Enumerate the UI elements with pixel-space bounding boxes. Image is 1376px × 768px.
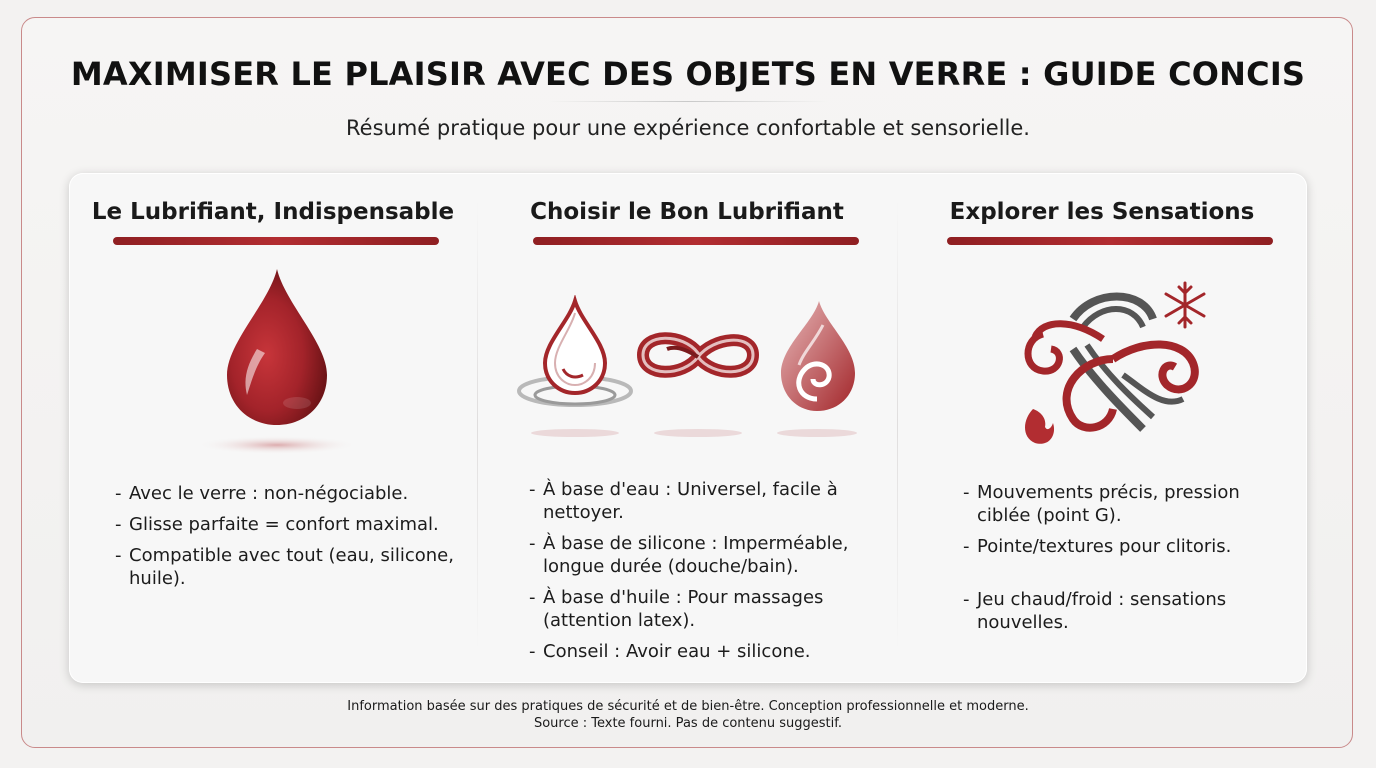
list-item: - Jeu chaud/froid : sensations nouvelles.: [963, 588, 1293, 634]
list-item: - Avec le verre : non-négociable.: [115, 482, 465, 505]
footer-line-2: Source : Texte fourni. Pas de contenu suggestif.: [533, 716, 843, 731]
list-item: - Glisse parfaite = confort maximal.: [115, 513, 465, 536]
column-title-bar: [947, 237, 1273, 245]
title-divider: [548, 101, 828, 102]
column-title: Choisir le Bon Lubrifiant: [530, 199, 844, 225]
blood-drop-icon: [199, 263, 359, 463]
column-lubricant: [69, 173, 477, 683]
column-title: Explorer les Sensations: [949, 199, 1255, 225]
water-drop-ripple-icon: [515, 295, 635, 445]
column-sensations: [897, 173, 1307, 683]
footer-line-1: Information basée sur des pratiques de sécurité et de bien-être. Conception professionnelle et moderne.: [347, 699, 1029, 714]
page-title: MAXIMISER LE PLAISIR AVEC DES OBJETS EN VERRE : GUIDE CONCIS: [70, 55, 1306, 93]
column-title: Le Lubrifiant, Indispensable: [91, 199, 455, 225]
list-item: - À base d'huile : Pour massages (attention latex).: [529, 586, 889, 632]
bullet-list: [115, 482, 465, 598]
list-item: - Mouvements précis, pression ciblée (point G).: [963, 481, 1293, 527]
infinity-icon: [637, 313, 759, 443]
list-item: - Pointe/textures pour clitoris.: [963, 535, 1293, 558]
list-item: - À base d'eau : Universel, facile à nettoyer.: [529, 478, 889, 524]
list-item: - À base de silicone : Imperméable, longue durée (douche/bain).: [529, 532, 889, 578]
column-title-bar: [113, 237, 439, 245]
list-item: - Compatible avec tout (eau, silicone, huile).: [115, 544, 465, 590]
bullet-list: [529, 478, 889, 671]
column-title-bar: [533, 237, 859, 245]
page-subtitle: Résumé pratique pour une expérience confortable et sensorielle.: [346, 116, 1030, 140]
oil-drop-swirl-icon: [769, 295, 865, 445]
list-item: - Conseil : Avoir eau + silicone.: [529, 640, 889, 663]
bullet-list: [963, 481, 1293, 642]
swirl-knot-fire-snowflake-icon: [1013, 279, 1213, 444]
column-choose-lubricant: [477, 173, 897, 683]
